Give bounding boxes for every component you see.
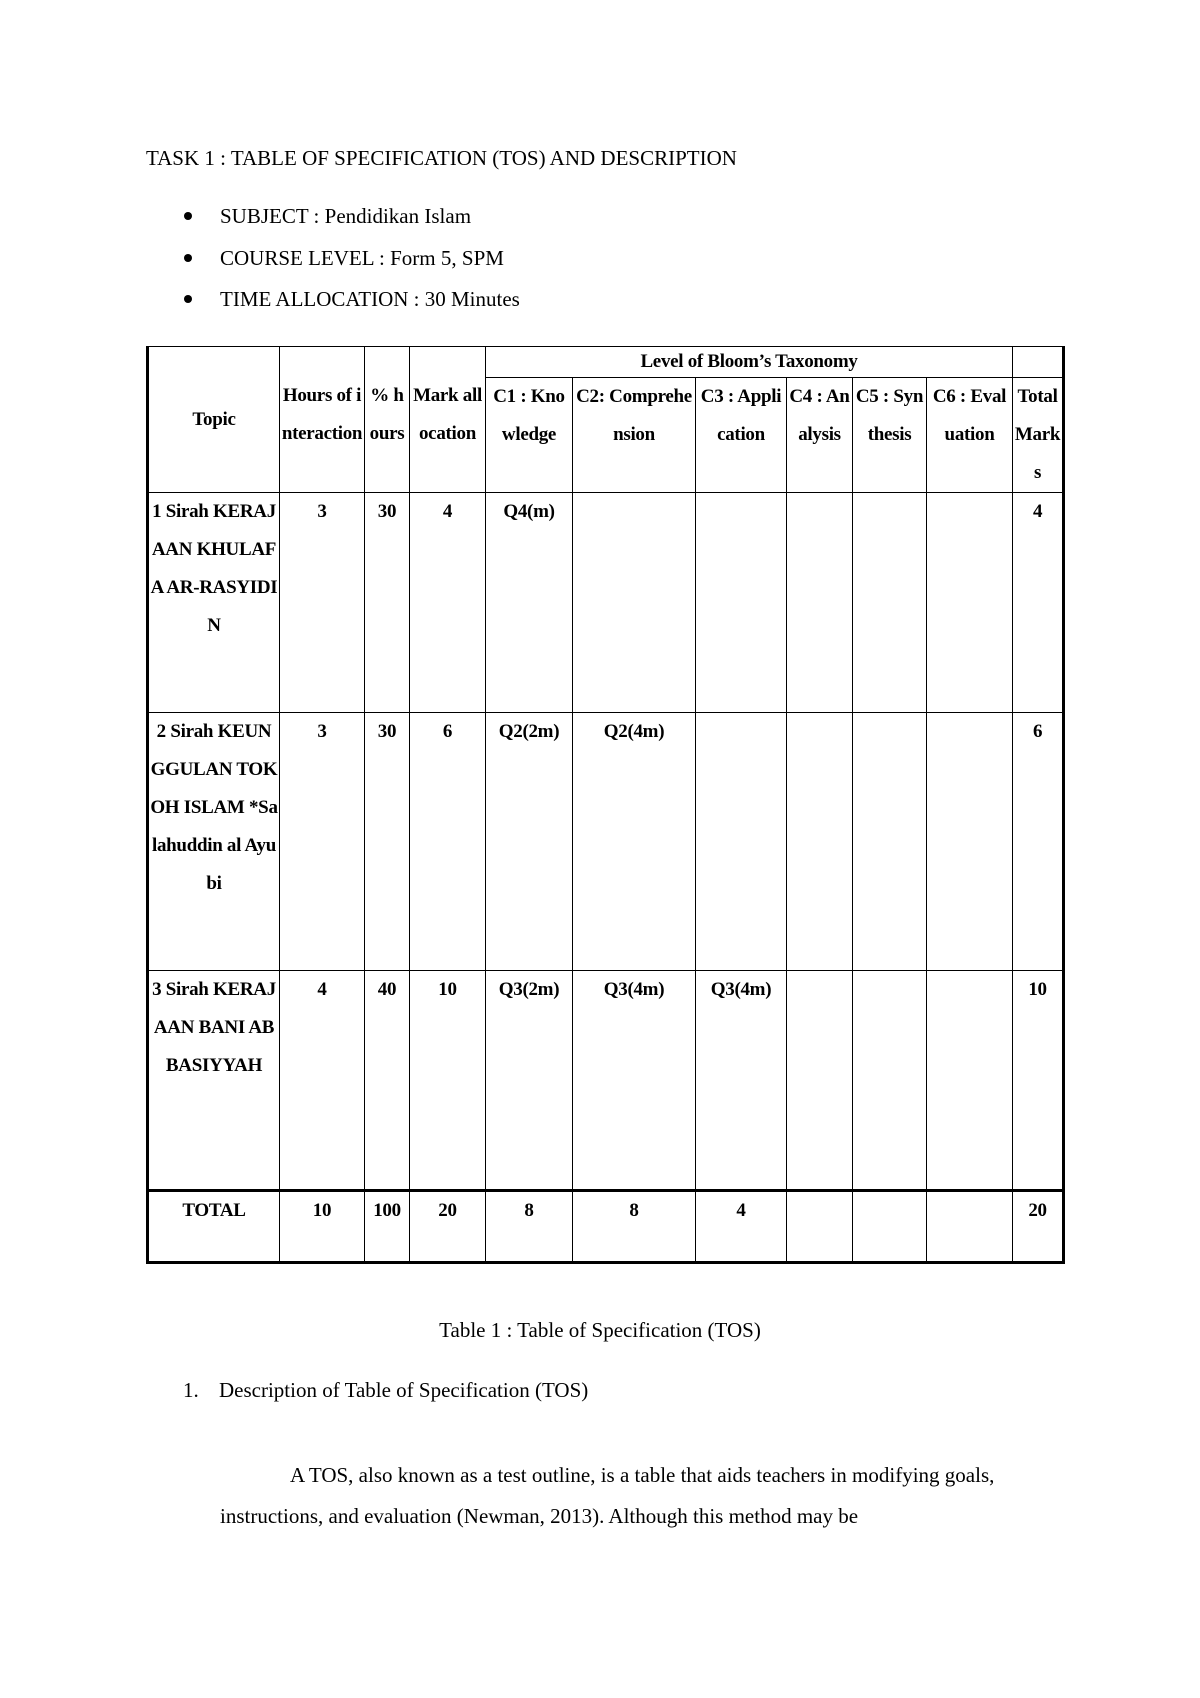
bullet-dot-icon [184,295,192,303]
cell-mark: 20 [410,1191,486,1263]
header-bloom-taxonomy: Level of Bloom’s Taxonomy [486,347,1013,378]
cell-total: 4 [1013,493,1064,713]
cell-c1: Q2(2m) [486,713,573,971]
bullet-dot-icon [184,254,192,262]
bullet-course-level [176,245,520,287]
table-row [148,713,1064,971]
cell-mark: 6 [410,713,486,971]
cell-c4 [787,1191,853,1263]
cell-c6 [927,713,1013,971]
cell-c5 [853,713,927,971]
document-title: TASK 1 : TABLE OF SPECIFICATION (TOS) AND DESCRIPTION [146,146,737,170]
cell-hours: 10 [280,1191,365,1263]
cell-c2: Q2(4m) [573,713,696,971]
cell-c6 [927,1191,1013,1263]
header-c1: C1 : Knowledge [486,378,573,493]
header-c3: C3 : Application [696,378,787,493]
header-c5: C5 : Synthesis [853,378,927,493]
cell-hours: 3 [280,713,365,971]
cell-c1: Q3(2m) [486,971,573,1191]
cell-percent: 30 [365,713,410,971]
section-heading-text: Description of Table of Specification (TOS) [219,1378,589,1402]
cell-c6 [927,971,1013,1191]
cell-c4 [787,493,853,713]
cell-hours: 4 [280,971,365,1191]
cell-c1: Q4(m) [486,493,573,713]
bullet-text: TIME ALLOCATION : 30 Minutes [220,287,520,311]
cell-c3 [696,493,787,713]
cell-percent: 40 [365,971,410,1191]
cell-topic: TOTAL [148,1191,280,1263]
table-total-row [148,1191,1064,1263]
header-hours: Hours of interaction [280,347,365,493]
cell-c1: 8 [486,1191,573,1263]
cell-c4 [787,971,853,1191]
header-c4: C4 : Analysis [787,378,853,493]
bullet-time-allocation [176,286,520,328]
section-heading [183,1378,588,1403]
header-c6: C6 : Evaluation [927,378,1013,493]
cell-topic: 3 Sirah KERAJAAN BANI ABBASIYYAH [148,971,280,1191]
cell-hours: 3 [280,493,365,713]
info-bullet-list [176,203,520,328]
cell-c3: 4 [696,1191,787,1263]
cell-percent: 100 [365,1191,410,1263]
cell-percent: 30 [365,493,410,713]
table-caption: Table 1 : Table of Specification (TOS) [439,1318,761,1342]
cell-mark: 4 [410,493,486,713]
cell-c6 [927,493,1013,713]
bullet-dot-icon [184,212,192,220]
header-topic: Topic [148,347,280,493]
cell-c2 [573,493,696,713]
cell-mark: 10 [410,971,486,1191]
bullet-subject [176,203,520,245]
cell-total: 20 [1013,1191,1064,1263]
cell-c2: 8 [573,1191,696,1263]
cell-total: 10 [1013,971,1064,1191]
table-row [148,493,1064,713]
cell-c5 [853,971,927,1191]
body-paragraph: A TOS, also known as a test outline, is a table that aids teachers in modifying goals, instructions, and evaluation (Newman, 2013). Although this method may be [220,1463,995,1528]
cell-c5 [853,493,927,713]
cell-c2: Q3(4m) [573,971,696,1191]
section-number: 1. [183,1378,199,1402]
cell-topic: 2 Sirah KEUNGGULAN TOKOH ISLAM *Salahuddin al Ayubi [148,713,280,971]
header-total: Total Marks [1013,378,1064,493]
header-c2: C2: Comprehension [573,378,696,493]
header-mark: Mark allocation [410,347,486,493]
cell-c3 [696,713,787,971]
cell-c4 [787,713,853,971]
tos-table [146,346,1065,1264]
table-row [148,971,1064,1191]
bullet-text: SUBJECT : Pendidikan Islam [220,204,472,228]
cell-topic: 1 Sirah KERAJAAN KHULAFA AR-RASYIDIN [148,493,280,713]
cell-c5 [853,1191,927,1263]
bullet-text: COURSE LEVEL : Form 5, SPM [220,245,504,270]
header-empty [1013,347,1064,378]
cell-c3: Q3(4m) [696,971,787,1191]
header-percent: % hours [365,347,410,493]
cell-total: 6 [1013,713,1064,971]
